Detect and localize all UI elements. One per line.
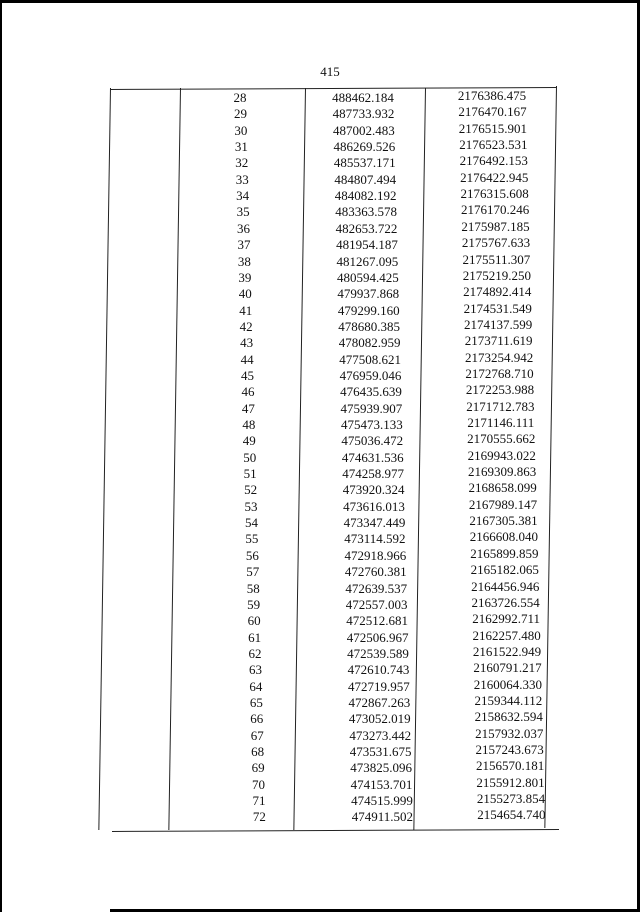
table-column-rule	[168, 88, 181, 830]
table-cell-point-number: 52	[244, 482, 258, 498]
table-cell-x-coordinate: 472539.589	[347, 645, 409, 661]
table-cell-y-coordinate: 2176170.246	[460, 202, 530, 218]
table-cell-y-coordinate: 2162992.711	[472, 611, 541, 627]
table-cell-x-coordinate: 472610.743	[347, 662, 410, 678]
table-cell-point-number: 30	[234, 122, 248, 138]
table-cell-y-coordinate: 2174892.414	[463, 284, 532, 300]
table-cell-point-number: 53	[244, 498, 258, 514]
table-cell-point-number: 72	[252, 809, 266, 825]
table-cell-x-coordinate: 478680.385	[338, 318, 401, 334]
table-cell-x-coordinate: 473531.675	[349, 744, 412, 759]
table-cell-x-coordinate: 475036.472	[341, 433, 404, 449]
table-cell-y-coordinate: 2175219.250	[462, 267, 531, 283]
table-cell-point-number: 32	[235, 155, 249, 171]
table-cell-y-coordinate: 2173254.942	[464, 349, 534, 365]
table-cell-y-coordinate: 2160064.330	[473, 676, 543, 692]
table-cell-x-coordinate: 484082.192	[334, 188, 397, 204]
table-cell-point-number: 36	[237, 220, 251, 236]
table-cell-point-number: 56	[245, 547, 259, 563]
table-cell-x-coordinate: 482653.722	[335, 220, 398, 236]
table-cell-point-number: 45	[241, 367, 254, 383]
table-cell-point-number: 66	[250, 711, 264, 727]
table-cell-point-number: 62	[248, 645, 262, 661]
table-column-rule	[293, 88, 306, 830]
table-cell-y-coordinate: 2154654.740	[477, 807, 546, 823]
table-cell-y-coordinate: 2168658.099	[468, 480, 537, 496]
table-cell-y-coordinate: 2158632.594	[474, 709, 543, 725]
table-cell-y-coordinate: 2163726.554	[471, 594, 540, 610]
table-cell-point-number: 31	[234, 139, 248, 155]
table-cell-point-number: 55	[245, 531, 259, 547]
table-column-rule	[98, 88, 111, 830]
table-cell-x-coordinate: 481267.095	[336, 253, 399, 269]
table-cell-x-coordinate: 473347.449	[343, 515, 406, 531]
table-cell-y-coordinate: 2176315.608	[460, 186, 529, 202]
table-cell-x-coordinate: 474515.999	[351, 793, 413, 809]
table-cell-y-coordinate: 2176492.153	[459, 153, 528, 169]
table-cell-x-coordinate: 478082.959	[338, 335, 401, 351]
table-cell-x-coordinate: 480594.425	[336, 269, 399, 285]
table-cell-x-coordinate: 487733.932	[332, 106, 395, 122]
table-cell-x-coordinate: 473920.324	[342, 482, 405, 498]
table-cell-point-number: 47	[241, 400, 255, 416]
table-cell-point-number: 68	[251, 744, 265, 759]
table-cell-x-coordinate: 473114.592	[344, 531, 406, 547]
table-cell-y-coordinate: 2165182.065	[470, 562, 539, 578]
table-cell-y-coordinate: 2172768.710	[465, 365, 534, 381]
table-cell-y-coordinate: 2176515.901	[458, 120, 527, 136]
table-cell-y-coordinate: 2162257.480	[472, 627, 541, 643]
table-bottom-rule	[112, 829, 559, 832]
table-cell-y-coordinate: 2176422.945	[460, 169, 529, 185]
table-cell-point-number: 39	[238, 269, 252, 285]
table-cell-x-coordinate: 487002.483	[333, 122, 395, 138]
table-cell-x-coordinate: 481954.187	[336, 237, 398, 253]
table-cell-x-coordinate: 484807.494	[334, 171, 397, 187]
table-cell-y-coordinate: 2176386.475	[457, 88, 527, 103]
table-cell-y-coordinate: 2174137.599	[464, 316, 533, 332]
table-cell-y-coordinate: 2175511.307	[462, 251, 531, 267]
table-cell-x-coordinate: 473273.442	[349, 727, 412, 743]
table-cell-y-coordinate: 2157243.673	[475, 742, 544, 757]
table-cell-x-coordinate: 475473.133	[340, 417, 403, 432]
table-cell-point-number: 48	[242, 417, 256, 432]
table-cell-point-number: 71	[252, 793, 266, 809]
table-cell-y-coordinate: 2166608.040	[469, 529, 539, 545]
table-cell-y-coordinate: 2170555.662	[467, 431, 536, 447]
table-cell-x-coordinate: 472639.537	[345, 580, 408, 596]
table-cell-x-coordinate: 472918.966	[344, 547, 407, 563]
table-cell-point-number: 33	[235, 171, 249, 187]
table-cell-point-number: 28	[233, 90, 247, 105]
table-cell-point-number: 57	[246, 564, 260, 580]
table-cell-point-number: 51	[243, 466, 257, 482]
table-cell-x-coordinate: 472760.381	[344, 564, 407, 580]
table-cell-x-coordinate: 485537.171	[333, 155, 396, 171]
table-cell-y-coordinate: 2159344.112	[474, 692, 543, 708]
table-cell-x-coordinate: 483363.578	[335, 204, 397, 220]
table-cell-x-coordinate: 479299.160	[337, 302, 400, 318]
table-cell-y-coordinate: 2169309.863	[468, 464, 537, 480]
table-cell-y-coordinate: 2175987.185	[461, 218, 530, 234]
table-cell-point-number: 29	[233, 106, 247, 122]
table-cell-y-coordinate: 2172253.988	[465, 382, 535, 398]
table-cell-point-number: 40	[238, 286, 252, 302]
table-cell-x-coordinate: 474153.701	[350, 776, 413, 792]
table-cell-point-number: 69	[251, 760, 265, 776]
table-cell-point-number: 42	[239, 318, 253, 334]
table-cell-point-number: 61	[248, 629, 262, 645]
table-cell-point-number: 49	[242, 433, 256, 449]
table-cell-point-number: 34	[236, 188, 250, 204]
table-cell-point-number: 35	[236, 204, 250, 220]
table-cell-y-coordinate: 2165899.859	[470, 545, 539, 561]
table-cell-x-coordinate: 472506.967	[346, 629, 409, 645]
table-cell-point-number: 37	[237, 237, 251, 253]
table-cell-x-coordinate: 474258.977	[342, 466, 405, 482]
table-cell-y-coordinate: 2164456.946	[471, 578, 540, 594]
table-cell-point-number: 67	[250, 727, 264, 743]
table-cell-x-coordinate: 473616.013	[343, 498, 405, 514]
table-cell-y-coordinate: 2169943.022	[467, 447, 536, 463]
table-cell-x-coordinate: 474631.536	[341, 449, 404, 465]
table-cell-x-coordinate: 473825.096	[350, 760, 412, 776]
table-cell-x-coordinate: 488462.184	[332, 90, 394, 105]
table-cell-y-coordinate: 2174531.549	[463, 300, 532, 316]
table-cell-point-number: 46	[241, 384, 255, 400]
table-cell-point-number: 41	[239, 302, 253, 318]
table-cell-point-number: 58	[246, 580, 260, 596]
table-cell-y-coordinate: 2176470.167	[458, 104, 527, 120]
table-cell-y-coordinate: 2171146.111	[467, 415, 535, 430]
table-cell-y-coordinate: 2155273.854	[476, 791, 546, 807]
table-cell-y-coordinate: 2173711.619	[464, 333, 533, 349]
table-cell-y-coordinate: 2161522.949	[472, 643, 542, 659]
table-cell-x-coordinate: 474911.502	[351, 809, 414, 825]
table-cell-y-coordinate: 2167305.381	[469, 513, 538, 529]
table-cell-x-coordinate: 473052.019	[348, 711, 411, 727]
table-cell-x-coordinate: 472867.263	[348, 694, 411, 710]
page-number: 415	[320, 64, 340, 79]
table-cell-x-coordinate: 476959.046	[339, 367, 402, 383]
table-cell-x-coordinate: 476435.639	[340, 384, 402, 400]
table-cell-point-number: 59	[247, 596, 261, 612]
table-cell-point-number: 64	[249, 678, 263, 694]
table-cell-x-coordinate: 472512.681	[346, 613, 408, 629]
table-cell-point-number: 70	[252, 776, 266, 792]
table-cell-point-number: 38	[237, 253, 251, 269]
table-cell-point-number: 54	[244, 515, 258, 531]
table-cell-x-coordinate: 472719.957	[348, 678, 410, 694]
table-cell-y-coordinate: 2156570.181	[475, 758, 545, 774]
table-cell-point-number: 43	[240, 335, 254, 351]
table-cell-y-coordinate: 2155912.801	[476, 774, 545, 790]
table-cell-x-coordinate: 486269.526	[333, 139, 396, 155]
table-cell-y-coordinate: 2160791.217	[473, 660, 542, 676]
table-cell-x-coordinate: 477508.621	[339, 351, 401, 367]
table-cell-x-coordinate: 479937.868	[337, 286, 400, 302]
table-cell-y-coordinate: 2171712.783	[466, 398, 535, 414]
table-cell-y-coordinate: 2157932.037	[475, 725, 544, 741]
table-cell-y-coordinate: 2175767.633	[461, 235, 531, 251]
table-cell-point-number: 65	[249, 694, 263, 710]
table-cell-point-number: 50	[243, 449, 257, 465]
table-cell-x-coordinate: 475939.907	[340, 400, 403, 416]
table-cell-y-coordinate: 2176523.531	[459, 137, 528, 153]
table-cell-point-number: 63	[248, 662, 262, 678]
table-cell-y-coordinate: 2167989.147	[468, 496, 538, 512]
table-cell-x-coordinate: 472557.003	[345, 596, 408, 612]
table-cell-point-number: 44	[240, 351, 254, 367]
table-cell-point-number: 60	[247, 613, 261, 629]
